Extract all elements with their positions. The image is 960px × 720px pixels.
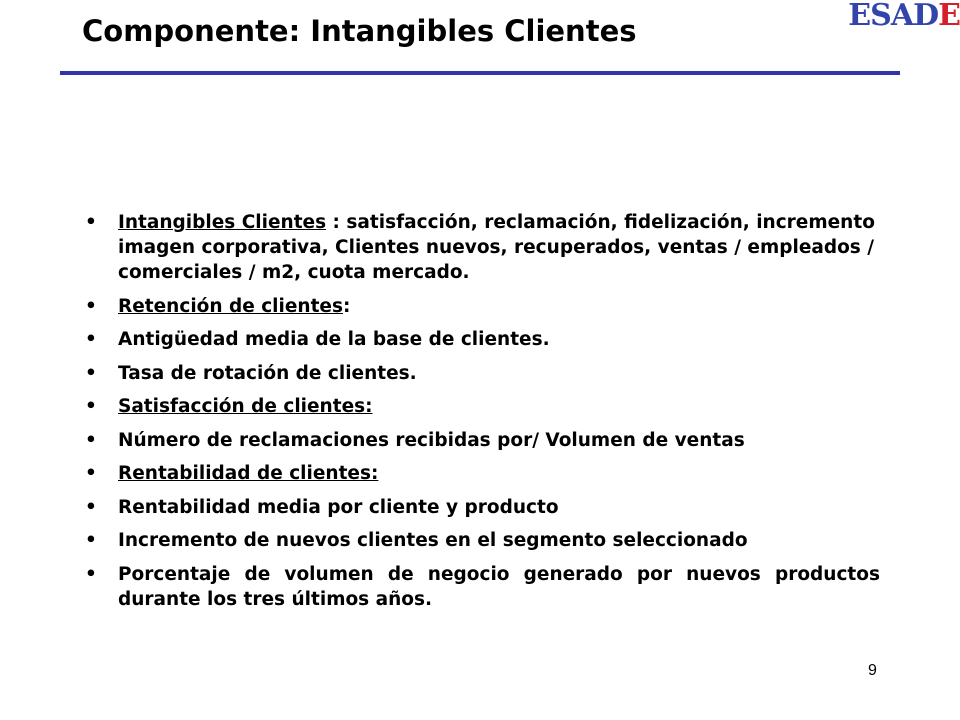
bullet-text: Tasa de rotación de clientes. (118, 362, 417, 384)
bullet-dot: • (85, 429, 97, 451)
bullet-text: : satisfacción, reclamación, fidelización, incremento imagen corporativa, Clientes nuevos, recuperados, ventas / empleados / comerciales / m2, cuota mercado. (118, 212, 875, 283)
bullet-text: Incremento de nuevos clientes en el segmento seleccionado (118, 530, 748, 551)
bullet-item (80, 495, 880, 520)
bullet-item (80, 294, 880, 319)
bullet-underlined-text: Satisfacción de clientes: (118, 396, 373, 417)
bullet-underlined-text: Rentabilidad de clientes: (118, 463, 379, 484)
bullet-dot: • (85, 563, 97, 585)
bullet-dot: • (85, 396, 97, 417)
bullet-item (80, 361, 880, 386)
bullet-item (80, 461, 880, 486)
bullet-item (80, 428, 880, 453)
bullet-dot: • (85, 329, 97, 350)
bullet-dot: • (85, 463, 97, 484)
bullet-dot: • (85, 295, 97, 317)
title-divider (60, 71, 900, 75)
bullet-item (80, 562, 880, 612)
logo-text-accent: E (938, 0, 960, 33)
page-number: 9 (868, 662, 877, 679)
bullet-item (80, 327, 880, 352)
bullet-item (80, 394, 880, 419)
bullet-underlined-text: Retención de clientes (118, 295, 343, 317)
bullet-text: Número de reclamaciones recibidas por/ Volumen de ventas (118, 429, 745, 451)
bullet-list (80, 210, 880, 620)
slide-title: Componente: Intangibles Clientes (82, 14, 637, 48)
bullet-item (80, 528, 880, 553)
bullet-underlined-text: Intangibles Clientes (118, 212, 327, 233)
bullet-text: : (342, 295, 351, 317)
logo-text-main: ESAD (848, 0, 939, 33)
bullet-dot: • (85, 496, 97, 518)
bullet-dot: • (85, 212, 97, 233)
bullet-text: Antigüedad media de la base de clientes. (118, 329, 550, 350)
bullet-dot: • (85, 530, 97, 551)
bullet-item (80, 210, 880, 285)
bullet-text: Porcentaje de volumen de negocio generado por nuevos productos durante los tres últimos años. (118, 563, 880, 610)
esade-logo (848, 0, 960, 32)
bullet-dot: • (85, 362, 97, 384)
bullet-text: Rentabilidad media por cliente y producto (118, 496, 559, 518)
